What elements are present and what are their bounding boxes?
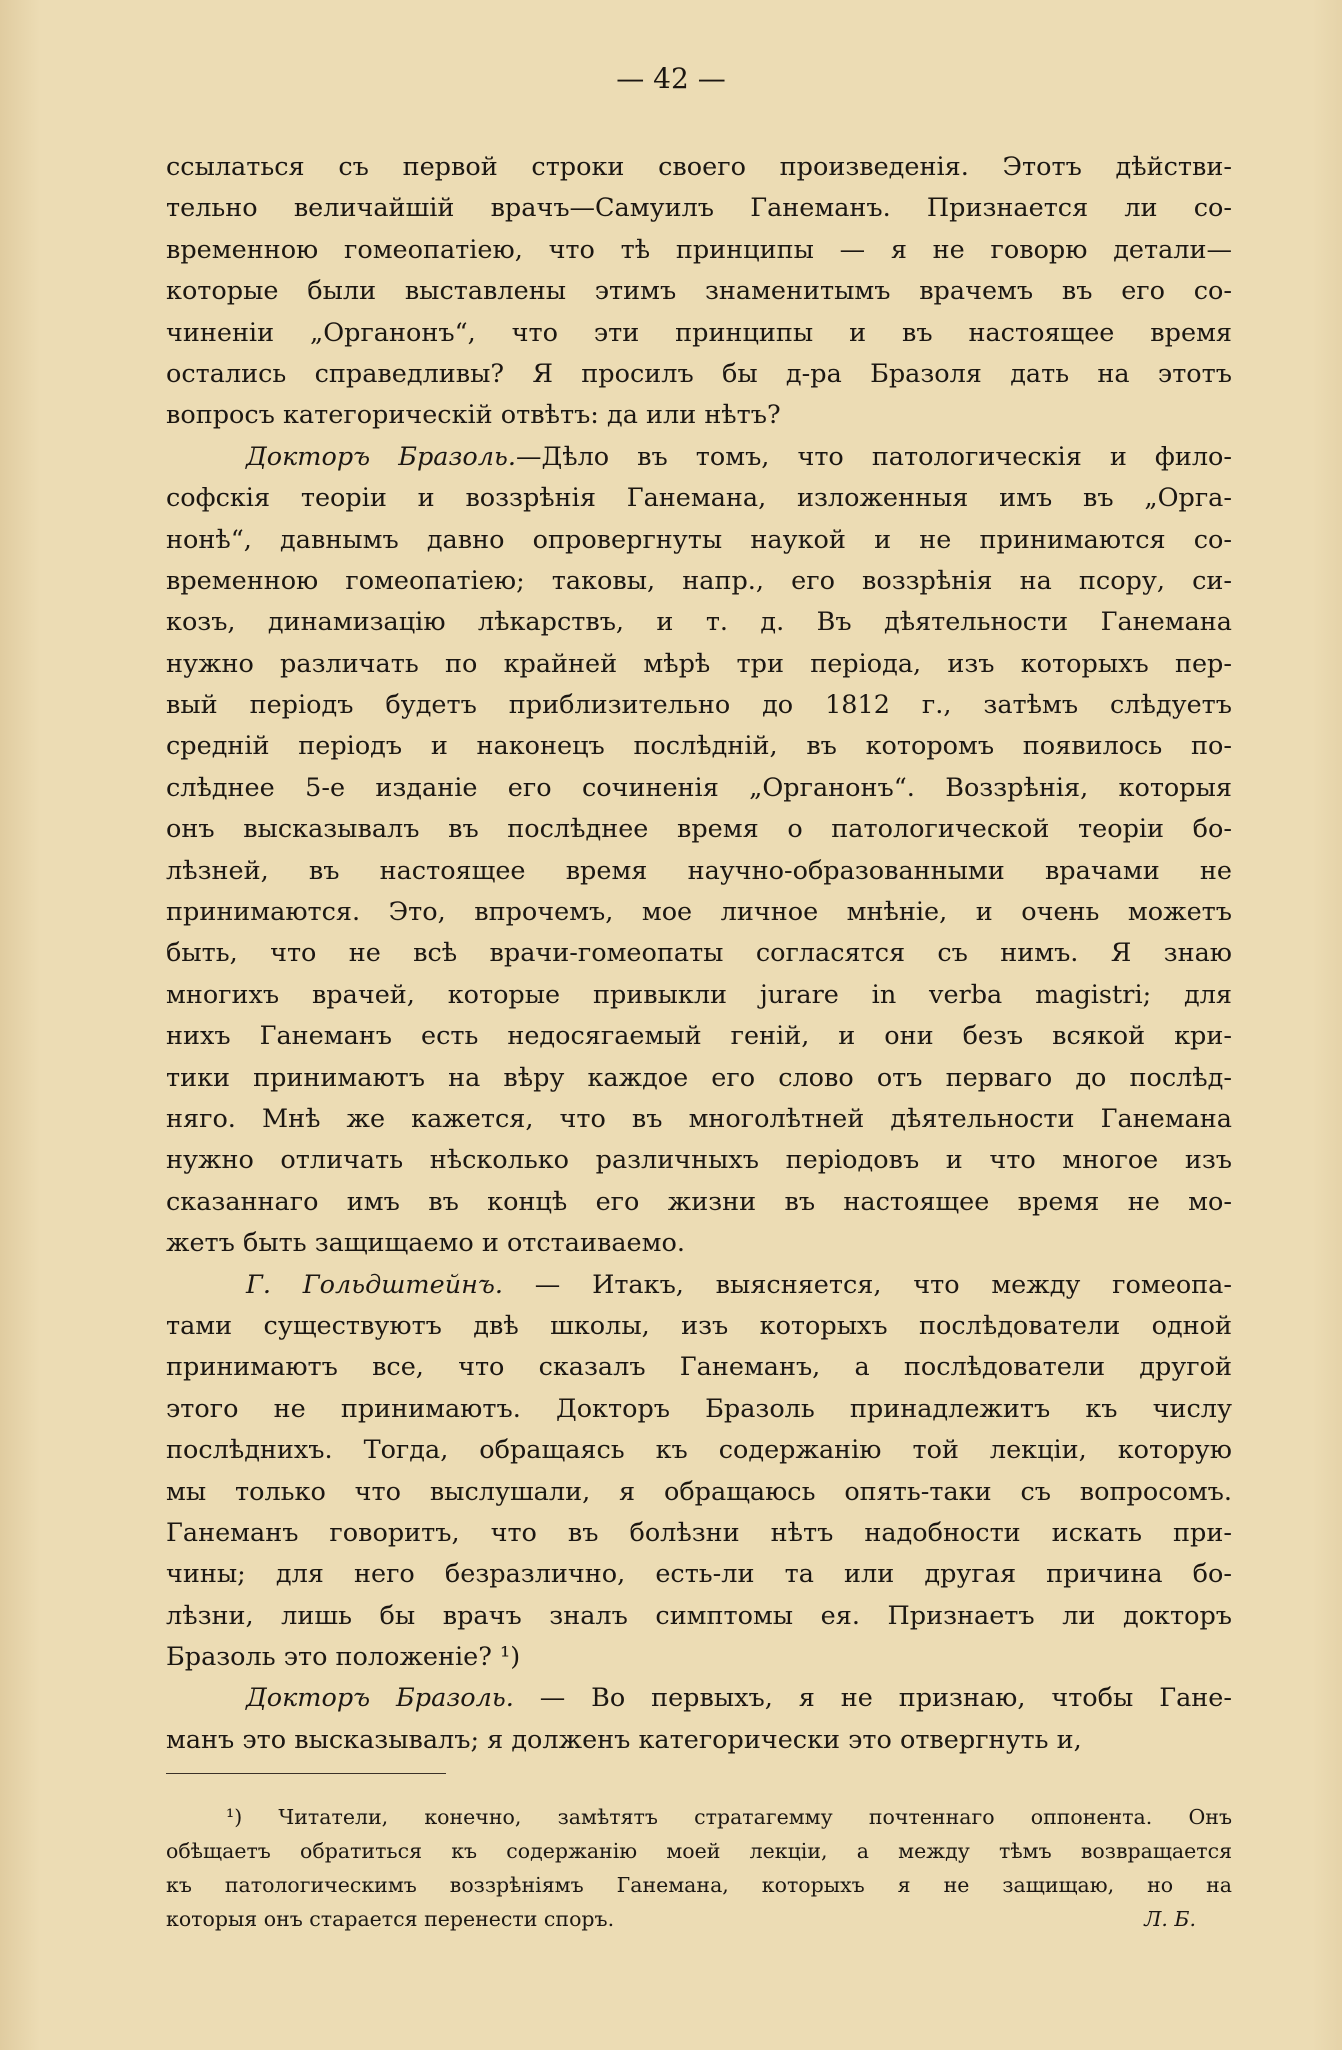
page-number: — 42 —: [616, 62, 726, 95]
line-text: козъ, динамизацію лѣкарствъ, и т. д. Въ дѣятельности Ганемана: [166, 607, 1232, 638]
speaker-name: Г. Гольдштейнъ.: [246, 1269, 504, 1300]
line-text: —Дѣло въ томъ, что патологическія и фило-: [515, 441, 1232, 472]
line-text: послѣднихъ. Тогда, обращаясь къ содержанію той лекціи, которую: [166, 1435, 1232, 1466]
text-line: [166, 520, 1232, 561]
text-line: [166, 726, 1232, 767]
line-text: сказаннаго имъ въ концѣ его жизни въ настоящее время не мо-: [166, 1186, 1232, 1217]
text-line: [166, 1720, 1232, 1761]
line-text: мы только что выслушали, я обращаюсь опять-таки съ вопросомъ.: [166, 1476, 1232, 1507]
line-text: — Итакъ, выясняется, что между гомеопа-: [503, 1269, 1232, 1300]
text-line: [166, 561, 1232, 602]
text-line: [166, 851, 1232, 892]
footnote-line-text: которыя онъ старается перенести споръ.: [166, 1907, 615, 1931]
line-text: нужно отличать нѣсколько различныхъ періодовъ и что многое изъ: [166, 1145, 1232, 1176]
text-line: [166, 933, 1232, 974]
line-text: Ганеманъ говоритъ, что въ болѣзни нѣтъ надобности искать при-: [166, 1517, 1232, 1548]
footnote-signature: Л. Б.: [1144, 1907, 1196, 1931]
text-line: [166, 644, 1232, 685]
line-text: тики принимаютъ на вѣру каждое его слово отъ перваго до послѣд-: [166, 1062, 1232, 1093]
footnote-divider: [166, 1773, 446, 1774]
footnote-line-text: ¹) Читатели, конечно, замѣтятъ стратагемму почтеннаго оппонента. Онъ: [226, 1805, 1232, 1829]
text-line: [166, 809, 1232, 850]
text-line: [166, 1678, 1232, 1719]
text-line: [166, 1596, 1232, 1637]
line-text: лѣзни, лишь бы врачъ зналъ симптомы ея. Признаетъ ли докторъ: [166, 1600, 1232, 1631]
line-text: чины; для него безразлично, есть-ли та или другая причина бо-: [166, 1559, 1232, 1590]
text-line: [166, 478, 1232, 519]
line-text: которые были выставлены этимъ знаменитымъ врачемъ въ его со-: [166, 276, 1232, 307]
speaker-name: Докторъ Бразоль.: [246, 441, 516, 472]
line-text: жетъ быть защищаемо и отстаиваемо.: [166, 1228, 685, 1259]
footnote-line: [166, 1902, 1232, 1936]
text-line: [166, 975, 1232, 1016]
text-line: [166, 230, 1232, 271]
line-text: принимаются. Это, впрочемъ, мое личное мнѣніе, и очень можетъ: [166, 897, 1232, 928]
paragraph: [166, 437, 1232, 1265]
footnote-line: [166, 1800, 1232, 1834]
line-text: вопросъ категорическій отвѣтъ: да или нѣтъ?: [166, 400, 781, 431]
line-text: вый періодъ будетъ приблизительно до 1812 г., затѣмъ слѣдуетъ: [166, 690, 1232, 721]
text-line: [166, 354, 1232, 395]
line-text: нихъ Ганеманъ есть недосягаемый геній, и они безъ всякой кри-: [166, 1021, 1232, 1052]
line-text: няго. Мнѣ же кажется, что въ многолѣтней дѣятельности Ганемана: [166, 1103, 1232, 1134]
text-line: [166, 1389, 1232, 1430]
line-text: лѣзней, въ настоящее время научно-образованными врачами не: [166, 855, 1232, 886]
text-line: [166, 313, 1232, 354]
text-line: [166, 1265, 1232, 1306]
footnote-line-text: къ патологическимъ воззрѣніямъ Ганемана, которыхъ я не защищаю, но на: [166, 1873, 1232, 1897]
text-line: [166, 1554, 1232, 1595]
text-line: [166, 1223, 1232, 1264]
paragraph: [166, 1678, 1232, 1761]
line-text: софскія теоріи и воззрѣнія Ганемана, изложенныя имъ въ „Орга-: [166, 483, 1232, 514]
footnote: [166, 1800, 1232, 1936]
line-text: ссылаться съ первой строки своего произведенія. Этотъ дѣйстви-: [166, 152, 1232, 182]
text-line: [166, 768, 1232, 809]
line-text: тами существуютъ двѣ школы, изъ которыхъ послѣдователи одной: [166, 1310, 1232, 1341]
line-text: тельно величайшій врачъ—Самуилъ Ганеманъ. Признается ли со-: [166, 193, 1232, 224]
line-text: слѣднее 5-е изданіе его сочиненія „Органонъ“. Воззрѣнія, которыя: [166, 772, 1232, 803]
text-line: [166, 1016, 1232, 1057]
paragraph: [166, 1265, 1232, 1679]
text-line: [166, 1306, 1232, 1347]
footnote-line: [166, 1834, 1232, 1868]
line-text: быть, что не всѣ врачи-гомеопаты согласятся съ нимъ. Я знаю: [166, 938, 1232, 969]
text-line: [166, 395, 1232, 436]
footnote-line: [166, 1868, 1232, 1902]
line-text: принимаютъ все, что сказалъ Ганеманъ, а послѣдователи другой: [166, 1352, 1232, 1383]
line-text: нужно различать по крайней мѣрѣ три періода, изъ которыхъ пер-: [166, 648, 1232, 679]
text-line: [166, 437, 1232, 478]
line-text: — Во первыхъ, я не признаю, чтобы Гане-: [513, 1683, 1232, 1714]
paragraph: [166, 147, 1232, 437]
text-line: [166, 1513, 1232, 1554]
text-line: [166, 1637, 1232, 1678]
text-line: [166, 685, 1232, 726]
main-text: [166, 147, 1232, 1761]
text-line: [166, 147, 1232, 188]
text-line: [166, 1058, 1232, 1099]
line-text: этого не принимаютъ. Докторъ Бразоль принадлежитъ къ числу: [166, 1393, 1232, 1424]
text-line: [166, 1140, 1232, 1181]
line-text: манъ это высказывалъ; я долженъ категорически это отвергнуть и,: [166, 1724, 1082, 1755]
line-text: нонѣ“, давнымъ давно опровергнуты наукой и не принимаются со-: [166, 524, 1232, 555]
speaker-name: Докторъ Бразоль.: [246, 1683, 514, 1714]
text-line: [166, 271, 1232, 312]
text-line: [166, 1430, 1232, 1471]
footnote-line-text: обѣщаетъ обратиться къ содержанію моей лекціи, а между тѣмъ возвращается: [166, 1839, 1232, 1863]
line-text: онъ высказывалъ въ послѣднее время о патологической теоріи бо-: [166, 814, 1232, 845]
line-text: Бразоль это положеніе? ¹): [166, 1642, 521, 1673]
text-line: [166, 602, 1232, 643]
line-text: временною гомеопатіею, что тѣ принципы — я не говорю детали—: [166, 234, 1232, 265]
line-text: временною гомеопатіею; таковы, напр., его воззрѣнія на псору, си-: [166, 565, 1232, 596]
text-line: [166, 1182, 1232, 1223]
line-text: средній періодъ и наконецъ послѣдній, въ которомъ появилось по-: [166, 731, 1232, 762]
line-text: остались справедливы? Я просилъ бы д-ра Бразоля дать на этотъ: [166, 358, 1232, 389]
text-line: [166, 892, 1232, 933]
line-text: чиненіи „Органонъ“, что эти принципы и въ настоящее время: [166, 317, 1232, 348]
text-line: [166, 1347, 1232, 1388]
text-line: [166, 1099, 1232, 1140]
line-text: многихъ врачей, которые привыкли jurare in verba magistri; для: [166, 979, 1232, 1010]
text-line: [166, 188, 1232, 229]
text-line: [166, 1472, 1232, 1513]
